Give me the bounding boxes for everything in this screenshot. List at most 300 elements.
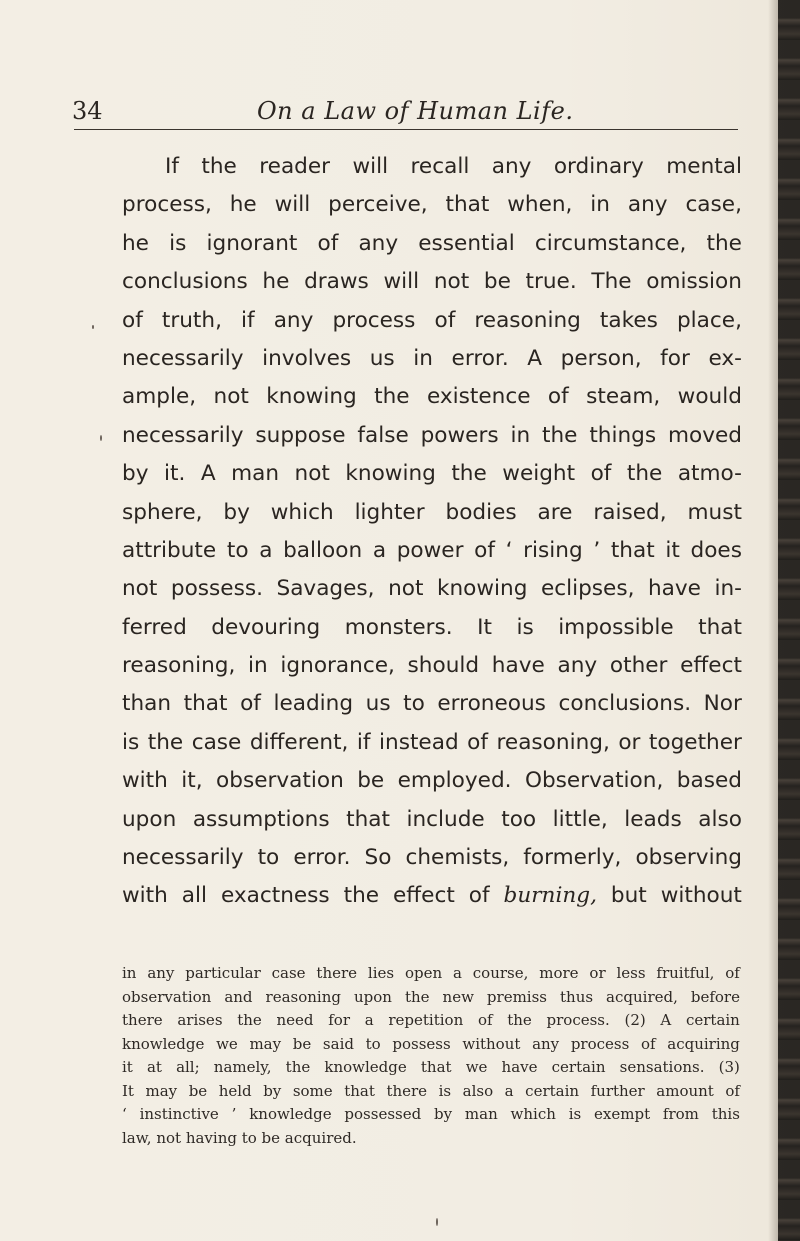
word: chemists,	[405, 845, 510, 871]
word: be	[483, 269, 511, 295]
word: circumstance,	[534, 230, 687, 256]
word: particular	[185, 964, 261, 982]
word: the	[626, 461, 663, 487]
word: of	[240, 691, 261, 717]
word: knowing	[345, 461, 436, 487]
word: course,	[472, 964, 529, 982]
word: mental	[666, 154, 742, 179]
word: that	[344, 1081, 375, 1100]
word: ex-	[708, 345, 742, 371]
word: he	[262, 269, 290, 295]
word: with	[122, 768, 168, 794]
word: repetition	[388, 1011, 464, 1029]
word: (2)	[624, 1011, 646, 1029]
word: any	[358, 230, 399, 256]
word: ’	[231, 1105, 237, 1123]
word: suppose	[255, 422, 346, 448]
body-line	[122, 302, 742, 340]
word: leads	[624, 806, 682, 832]
word: any	[491, 154, 532, 179]
word: of	[477, 1011, 493, 1029]
word: The	[591, 269, 632, 295]
word: there	[122, 1011, 163, 1029]
body-line	[122, 455, 742, 493]
paper-speck	[436, 1218, 438, 1226]
word: process,	[122, 192, 212, 218]
word: Observation,	[524, 768, 664, 794]
word: ‘	[122, 1105, 127, 1123]
word: premiss	[486, 987, 547, 1006]
word: is	[516, 614, 534, 640]
word: raised,	[593, 499, 667, 525]
body-line	[122, 685, 742, 723]
word: the	[404, 987, 430, 1006]
footnote-line	[122, 1080, 740, 1104]
word: but	[610, 883, 647, 909]
page-header	[72, 96, 738, 130]
word: before	[690, 987, 740, 1006]
word: that	[610, 537, 655, 563]
word: any	[557, 653, 598, 679]
word: together	[648, 729, 742, 755]
word: upon	[353, 987, 392, 1006]
word: is	[169, 230, 187, 256]
word: takes	[599, 307, 658, 333]
footnote-line	[122, 1103, 740, 1127]
word: false	[357, 422, 409, 448]
word: will	[383, 269, 420, 295]
word: effect	[680, 653, 742, 679]
word: some	[292, 1081, 333, 1100]
word: A	[660, 1011, 672, 1029]
word: balloon	[283, 537, 363, 563]
word: eclipses,	[540, 576, 635, 602]
word: possessed	[344, 1105, 422, 1123]
word: must	[687, 499, 742, 525]
word: may	[145, 1081, 178, 1100]
word: that	[183, 691, 228, 717]
word: certain	[685, 1011, 740, 1029]
word: case	[271, 964, 306, 982]
word: this	[711, 1105, 740, 1123]
word: existence	[426, 384, 531, 410]
word: ordinary	[553, 154, 644, 179]
word: that	[445, 192, 490, 218]
word: weight	[502, 461, 576, 487]
word: in-	[714, 576, 742, 602]
word: that	[698, 614, 742, 640]
body-line	[122, 762, 742, 800]
word: of	[725, 964, 740, 982]
word: will	[274, 192, 311, 218]
body-line	[122, 378, 742, 416]
word: the	[343, 883, 380, 909]
word: it.	[163, 461, 186, 487]
word: we	[216, 1034, 238, 1053]
word: too	[501, 806, 537, 832]
word: not	[294, 461, 330, 487]
word: at	[146, 1058, 162, 1076]
word: by	[434, 1105, 453, 1123]
word: more	[539, 964, 579, 982]
paper-speck	[100, 435, 102, 441]
running-title: On a Law of Human Life.	[257, 97, 574, 125]
body-line	[122, 647, 742, 685]
word: A	[200, 461, 216, 487]
word: than	[122, 691, 172, 717]
word: thus	[560, 987, 594, 1006]
word: observation	[122, 987, 212, 1006]
word: or	[618, 729, 641, 755]
word: have	[491, 653, 545, 679]
body-line	[122, 609, 742, 647]
word: not	[388, 576, 424, 602]
body-line	[122, 494, 742, 532]
word: possess	[392, 1034, 451, 1053]
word: process.	[546, 1011, 610, 1029]
word: bodies	[445, 499, 517, 525]
word: a	[504, 1081, 514, 1100]
word: of	[122, 307, 143, 333]
word: ample,	[122, 384, 197, 410]
word: steam,	[586, 384, 661, 410]
word: conclusions.	[558, 691, 692, 717]
word: necessarily	[122, 845, 244, 871]
word: of	[434, 307, 456, 333]
word: the	[542, 422, 578, 448]
word: he	[229, 192, 257, 218]
footnote-line: law, not having to be acquired.	[122, 1128, 357, 1147]
word: of	[467, 729, 488, 755]
word: should	[407, 653, 480, 679]
word: powers	[420, 422, 499, 448]
word: the	[451, 461, 487, 487]
word: process	[332, 307, 416, 333]
word: and	[224, 987, 253, 1006]
word: it	[122, 1058, 133, 1076]
word: is	[568, 1105, 582, 1123]
word: in	[122, 964, 137, 982]
word: there	[316, 964, 358, 982]
word: involves	[262, 345, 352, 371]
word: any	[627, 192, 668, 218]
word: for	[328, 1011, 350, 1029]
word: knowledge	[249, 1105, 332, 1123]
word: conclusions	[122, 269, 248, 295]
word: without	[660, 883, 742, 909]
word: be	[292, 1034, 312, 1053]
word: he	[122, 230, 149, 256]
body-line	[122, 148, 742, 186]
word: in	[248, 653, 268, 679]
word: for	[660, 345, 690, 371]
word: a	[259, 537, 273, 563]
word: Savages,	[276, 576, 375, 602]
word: knowledge	[122, 1034, 205, 1053]
word: the	[201, 154, 237, 179]
word: attribute	[122, 537, 217, 563]
word: formerly,	[523, 845, 622, 871]
body-line	[122, 532, 742, 570]
word: all;	[176, 1058, 200, 1076]
word: by	[223, 499, 250, 525]
footnote-line	[122, 1033, 740, 1057]
word: namely,	[213, 1058, 272, 1076]
word: by	[122, 461, 149, 487]
word: in	[413, 345, 433, 371]
word: certain	[551, 1058, 606, 1076]
body-text	[122, 148, 742, 916]
word: not	[122, 576, 158, 602]
word: knowledge	[324, 1058, 407, 1076]
word: It	[477, 614, 492, 640]
word: possess.	[170, 576, 263, 602]
word: based	[676, 768, 742, 794]
word: all	[181, 883, 207, 909]
body-line	[122, 877, 742, 915]
word: omission	[646, 269, 742, 295]
word: with	[122, 883, 168, 909]
word: man	[464, 1105, 498, 1123]
body-line	[122, 186, 742, 224]
word: from	[662, 1105, 699, 1123]
footnote-line	[122, 1056, 740, 1080]
word: reasoning,	[122, 653, 236, 679]
word: power	[396, 537, 464, 563]
word: will	[352, 154, 389, 179]
word: case,	[685, 192, 742, 218]
word: little,	[552, 806, 608, 832]
body-line	[122, 724, 742, 762]
word: other	[609, 653, 668, 679]
word: So	[364, 845, 392, 871]
word: error.	[451, 345, 509, 371]
word: things	[589, 422, 657, 448]
word: instead	[379, 729, 459, 755]
word: it	[665, 537, 680, 563]
word: would	[677, 384, 742, 410]
word: we	[465, 1058, 488, 1076]
word: rising	[523, 537, 583, 563]
word: case	[191, 729, 242, 755]
italic-word: burning,	[503, 883, 597, 909]
word: If	[165, 154, 179, 179]
word: need	[276, 1011, 314, 1029]
word: of	[725, 1081, 740, 1100]
header-rule	[74, 129, 738, 130]
word: not	[433, 269, 470, 295]
word: effect	[393, 883, 455, 909]
word: ferred	[122, 614, 187, 640]
word: lighter	[354, 499, 425, 525]
word: without	[462, 1034, 521, 1053]
word: does	[690, 537, 742, 563]
word: sphere,	[122, 499, 203, 525]
word: of	[474, 537, 495, 563]
word: place,	[676, 307, 742, 333]
word: have	[647, 576, 701, 602]
word: reasoning	[265, 987, 341, 1006]
body-line	[122, 263, 742, 301]
page-number: 34	[72, 97, 103, 125]
word: ‘	[505, 537, 513, 563]
word: exempt	[594, 1105, 651, 1123]
word: to	[365, 1034, 381, 1053]
word: are	[537, 499, 573, 525]
body-line	[122, 801, 742, 839]
word: of	[547, 384, 569, 410]
word: be	[188, 1081, 208, 1100]
word: if	[356, 729, 371, 755]
word: A	[527, 345, 543, 371]
word: Nor	[703, 691, 742, 717]
word: of	[590, 461, 612, 487]
word: It	[122, 1081, 134, 1100]
word: observation	[216, 768, 344, 794]
word: ignorant	[206, 230, 298, 256]
word: less	[616, 964, 646, 982]
word: lies	[367, 964, 395, 982]
word: ignorance,	[280, 653, 395, 679]
word: the	[706, 230, 742, 256]
word: atmo-	[677, 461, 742, 487]
word: monsters.	[344, 614, 453, 640]
word: fruitful,	[656, 964, 715, 982]
word: said	[322, 1034, 354, 1053]
word: truth,	[161, 307, 222, 333]
word: the	[147, 729, 184, 755]
body-line	[122, 417, 742, 455]
word: the	[285, 1058, 311, 1076]
paper-speck	[92, 325, 94, 329]
word: new	[442, 987, 474, 1006]
footnote	[122, 962, 740, 1150]
word: that	[420, 1058, 452, 1076]
word: ’	[593, 537, 601, 563]
word: necessarily	[122, 345, 244, 371]
word: when,	[507, 192, 573, 218]
word: process	[570, 1034, 630, 1053]
word: in	[590, 192, 610, 218]
word: or	[589, 964, 606, 982]
word: any	[147, 964, 175, 982]
footnote-line	[122, 1009, 740, 1033]
word: a	[372, 537, 387, 563]
word: certain	[525, 1081, 580, 1100]
word: of	[468, 883, 490, 909]
word: to	[403, 691, 425, 717]
word: it,	[181, 768, 203, 794]
footnote-line	[122, 962, 740, 986]
word: is	[122, 729, 140, 755]
word: held	[218, 1081, 252, 1100]
word: by	[263, 1081, 282, 1100]
word: different,	[249, 729, 349, 755]
word: devouring	[211, 614, 321, 640]
word: reasoning	[474, 307, 581, 333]
word: leading	[273, 691, 354, 717]
page-edge-dark	[778, 0, 800, 1241]
footnote-line	[122, 986, 740, 1010]
word: moved	[667, 422, 742, 448]
word: draws	[304, 269, 369, 295]
word: to	[226, 537, 249, 563]
body-line	[122, 570, 742, 608]
word: essential	[418, 230, 515, 256]
word: (3)	[718, 1058, 740, 1076]
word: us	[369, 345, 395, 371]
word: arises	[177, 1011, 223, 1029]
body-line	[122, 839, 742, 877]
word: sensations.	[619, 1058, 705, 1076]
word: in	[510, 422, 531, 448]
word: reasoning,	[496, 729, 610, 755]
word: the	[374, 384, 410, 410]
word: assumptions	[192, 806, 330, 832]
word: there	[386, 1081, 428, 1100]
word: not	[213, 384, 249, 410]
word: impossible	[558, 614, 674, 640]
word: us	[365, 691, 391, 717]
word: the	[507, 1011, 532, 1029]
page-gutter-shadow	[768, 0, 778, 1241]
word: that	[346, 806, 390, 832]
word: which	[270, 499, 334, 525]
word: recall	[410, 154, 470, 179]
word: also	[698, 806, 742, 832]
word: may	[249, 1034, 282, 1053]
word: a	[452, 964, 462, 982]
word: true.	[525, 269, 577, 295]
word: include	[406, 806, 485, 832]
word: employed.	[397, 768, 512, 794]
word: upon	[122, 806, 177, 832]
word: be	[357, 768, 385, 794]
word: is	[438, 1081, 452, 1100]
word: knowing	[266, 384, 357, 410]
word: exactness	[220, 883, 330, 909]
word: perceive,	[328, 192, 428, 218]
word: observing	[635, 845, 742, 871]
word: acquiring	[667, 1034, 740, 1053]
body-line	[122, 225, 742, 263]
word: also	[462, 1081, 494, 1100]
word: man	[231, 461, 280, 487]
word: of	[640, 1034, 656, 1053]
word: amount	[656, 1081, 714, 1100]
word: acquired,	[606, 987, 678, 1006]
word: to	[257, 845, 280, 871]
word: instinctive	[139, 1105, 219, 1123]
word: knowing	[436, 576, 528, 602]
word: open	[404, 964, 443, 982]
word: erroneous	[437, 691, 546, 717]
word: any	[273, 307, 314, 333]
word: a	[364, 1011, 374, 1029]
body-line	[122, 340, 742, 378]
word: which	[510, 1105, 556, 1123]
word: further	[590, 1081, 645, 1100]
word: the	[237, 1011, 262, 1029]
word: error.	[293, 845, 351, 871]
word: reader	[259, 154, 331, 179]
word: have	[501, 1058, 538, 1076]
word: of	[317, 230, 339, 256]
word: any	[532, 1034, 560, 1053]
word: necessarily	[122, 422, 244, 448]
word: if	[241, 307, 255, 333]
word: person,	[560, 345, 642, 371]
